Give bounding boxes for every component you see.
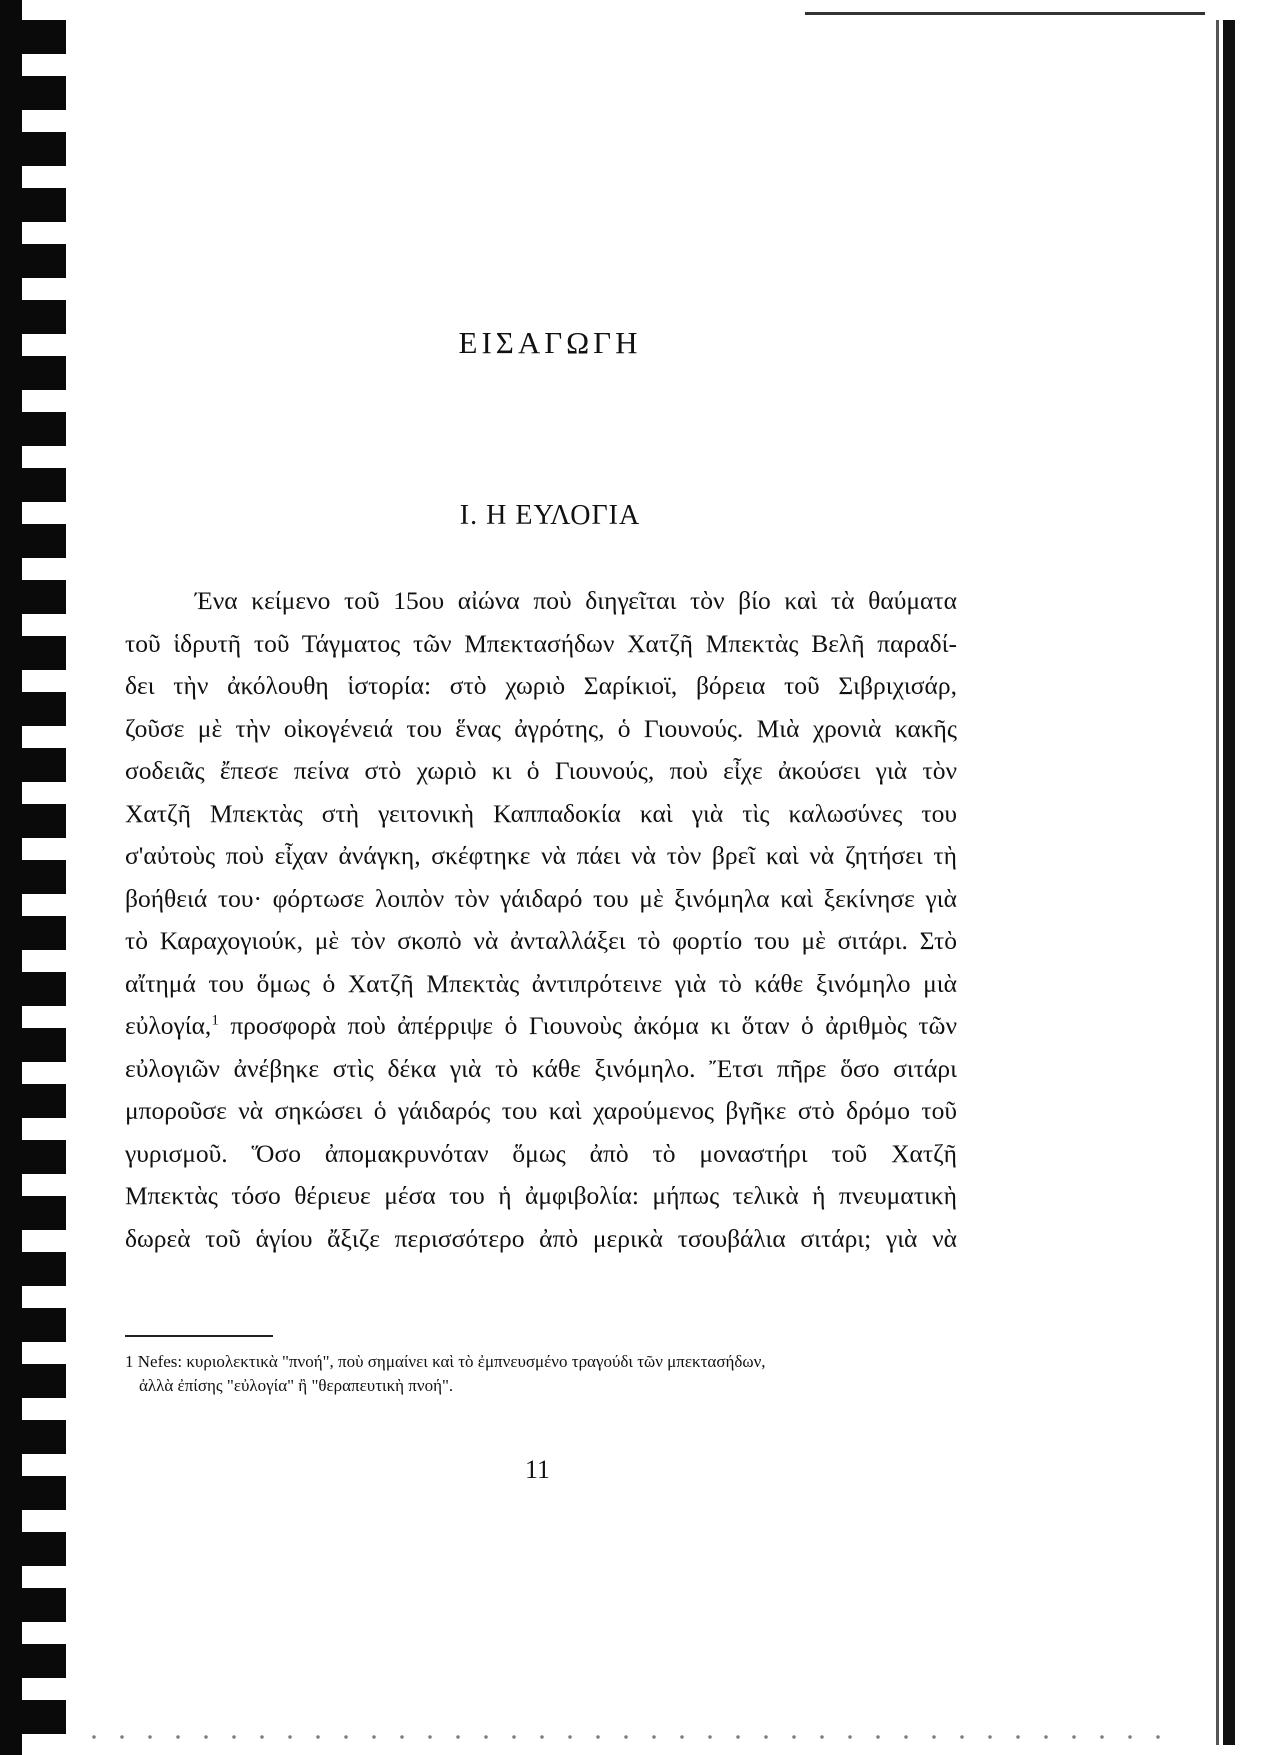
text-line: Χατζῆ Μπεκτὰς στὴ γειτονικὴ Καππαδοκία καὶ γιὰ τὶς καλωσύνες του xyxy=(125,798,957,828)
text-line: γυρισμοῦ. Ὅσο ἀπομακρυνόταν ὅμως ἀπὸ τὸ μοναστήρι τοῦ Χατζῆ xyxy=(125,1138,957,1168)
text-line-with-footnote xyxy=(125,1005,957,1048)
text-line: αἴτημά του ὅμως ὁ Χατζῆ Μπεκτὰς ἀντιπρότεινε γιὰ τὸ κάθε ξινόμηλο μιὰ xyxy=(125,968,957,998)
footnote-rule xyxy=(125,1335,273,1337)
body-paragraph xyxy=(125,580,957,1260)
section-heading: Ι. Η ΕΥΛΟΓΙΑ xyxy=(459,500,641,531)
footnote-word: εὐλογία, xyxy=(125,1011,212,1040)
page-number: 11 xyxy=(524,1455,551,1484)
text-line: Ένα κείμενο τοῦ 15ου αἰώνα ποὺ διηγεῖται τὸν βίο καὶ τὰ θαύματα xyxy=(195,586,957,615)
text-line-rest: προσφορὰ ποὺ ἀπέρριψε ὁ Γιουνοὺς ἀκόμα κι ὅταν ὁ ἀριθμὸς τῶν xyxy=(230,1011,957,1040)
text-line: τὸ Καραχογιούκ, μὲ τὸν σκοπὸ νὰ ἀνταλλάξει τὸ φορτίο του μὲ σιτάρι. Στὸ xyxy=(125,926,957,955)
text-line: Μπεκτὰς τόσο θέριευε μέσα του ἡ ἀμφιβολία: μήπως τελικὰ ἡ πνευματικὴ xyxy=(125,1181,957,1210)
footnote-marker: 1 xyxy=(211,1012,219,1029)
text-line: σ'αὐτοὺς ποὺ εἶχαν ἀνάγκη, σκέφτηκε νὰ πάει νὰ τὸν βρεῖ καὶ νὰ ζητήσει τὴ xyxy=(125,841,957,870)
footnote-line: 1 Nefes: κυριολεκτικὰ "πνοή", ποὺ σημαίνει καὶ τὸ ἐμπνευσμένο τραγούδι τῶν μπεκτασήδων, xyxy=(125,1352,766,1371)
text-line: τοῦ ἱδρυτῆ τοῦ Τάγματος τῶν Μπεκτασήδων Χατζῆ Μπεκτὰς Βελῆ παραδί- xyxy=(125,628,957,658)
text-line: εὐλογιῶν ἀνέβηκε στὶς δέκα γιὰ τὸ κάθε ξινόμηλο. Ἔτσι πῆρε ὅσο σιτάρι xyxy=(125,1053,957,1083)
text-line: δει τὴν ἀκόλουθη ἱστορία: στὸ χωριὸ Σαρίκιοϊ, βόρεια τοῦ Σιβριχισάρ, xyxy=(125,671,957,700)
text-line: βοήθειά του· φόρτωσε λοιπὸν τὸν γάιδαρό του μὲ ξινόμηλα καὶ ξεκίνησε γιὰ xyxy=(125,883,957,913)
text-line: σοδειᾶς ἔπεσε πείνα στὸ χωριὸ κι ὁ Γιουνούς, ποὺ εἶχε ἀκούσει γιὰ τὸν xyxy=(125,756,957,785)
footnote-line: ἀλλὰ ἐπίσης "εὐλογία" ἢ "θεραπευτικὴ πνοή". xyxy=(139,1376,454,1395)
text-line: δωρεὰ τοῦ ἁγίου ἄξιζε περισσότερο ἀπὸ μερικὰ τσουβάλια σιτάρι; γιὰ νὰ xyxy=(125,1223,957,1253)
chapter-title: ΕΙΣΑΓΩΓΗ xyxy=(458,325,642,360)
text-line: ζοῦσε μὲ τὴν οἰκογένειά του ἕνας ἀγρότης, ὁ Γιουνούς. Μιὰ χρονιὰ κακῆς xyxy=(125,713,957,743)
text-line: μποροῦσε νὰ σηκώσει ὁ γάιδαρός του καὶ χαρούμενος βγῆκε στὸ δρόμο τοῦ xyxy=(125,1096,957,1125)
footnote xyxy=(125,1350,957,1398)
